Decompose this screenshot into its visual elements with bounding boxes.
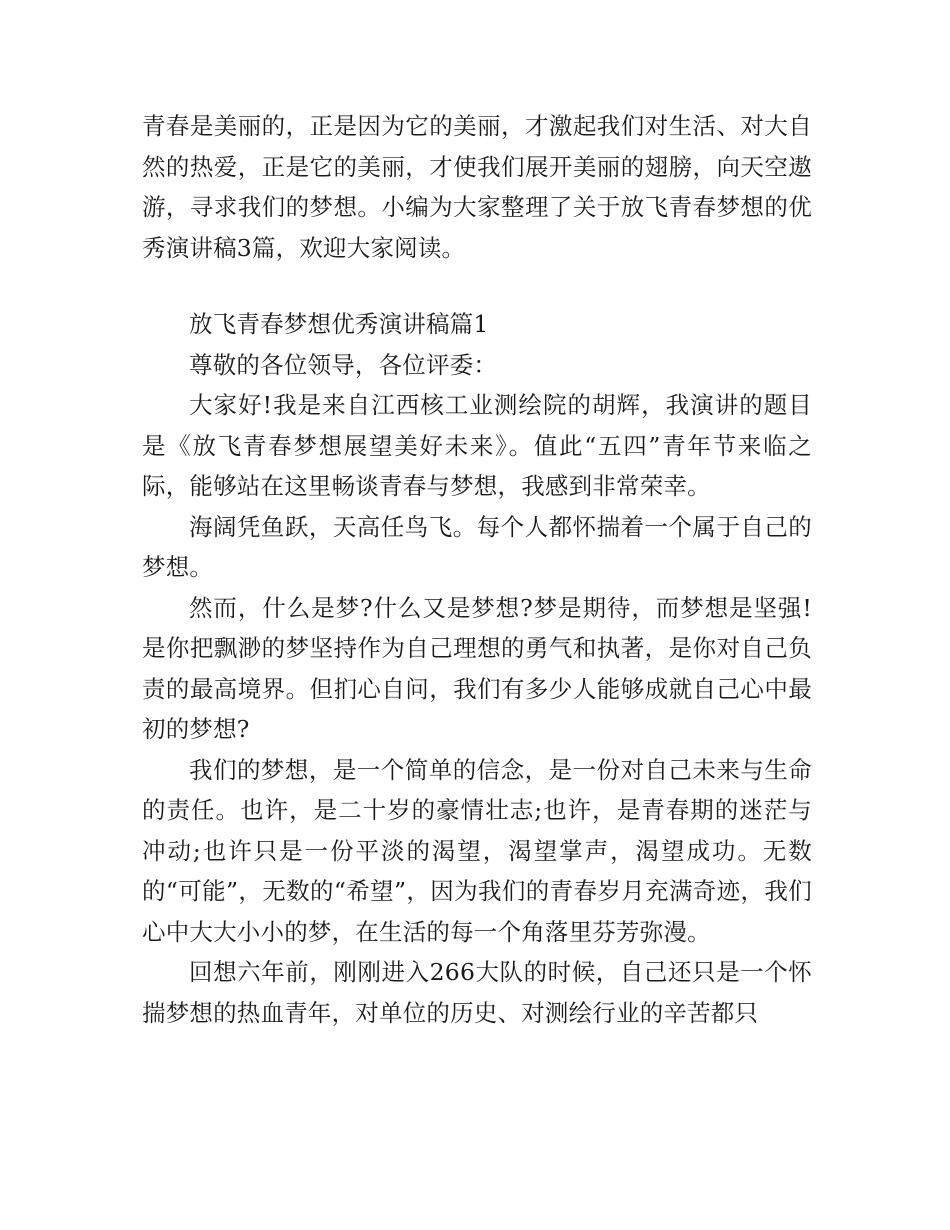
paragraph-our-dream: 我们的梦想，是一个简单的信念，是一份对自己未来与生命的责任。也许，是二十岁的豪情壮志;也许，是青春期的迷茫与冲动;也许只是一份平淡的渴望，渴望掌声，渴望成功。无数的“可能”，无数的“希望”，因为我们的青春岁月充满奇迹，我们心中大大小小的梦，在生活的每一个角落里芬芳弥漫。 — [142, 755, 812, 946]
intro-paragraph: 青春是美丽的，正是因为它的美丽，才激起我们对生活、对大自然的热爱，正是它的美丽，才使我们展开美丽的翅膀，向天空遨游，寻求我们的梦想。小编为大家整理了关于放飞青春梦想的优秀演讲稿3篇，欢迎大家阅读。 — [142, 112, 812, 262]
paragraph-salutation: 尊敬的各位领导，各位评委： — [189, 350, 498, 379]
paragraph-what-is-dream: 然而，什么是梦?什么又是梦想?梦是期待，而梦想是坚强!是你把飘渺的梦坚持作为自己理想的勇气和执著，是你对自己负责的最高境界。但扪心自问，我们有多少人能够成就自己心中最初的梦想? — [142, 593, 812, 743]
paragraph-greeting: 大家好!我是来自江西核工业测绘院的胡辉，我演讲的题目是《放飞青春梦想展望美好未来》。值此“五四”青年节来临之际，能够站在这里畅谈青春与梦想，我感到非常荣幸。 — [142, 391, 812, 500]
paragraph-dream-proverb: 海阔凭鱼跃，天高任鸟飞。每个人都怀揣着一个属于自己的梦想。 — [142, 512, 812, 581]
article-section — [142, 304, 812, 1033]
paragraph-six-years-ago: 回想六年前，刚刚进入266大队的时候，自己还只是一个怀揣梦想的热血青年，对单位的历史、对测绘行业的辛苦都只 — [142, 958, 812, 1027]
section-title: 放飞青春梦想优秀演讲稿篇1 — [189, 310, 489, 338]
document-page — [142, 106, 812, 1033]
